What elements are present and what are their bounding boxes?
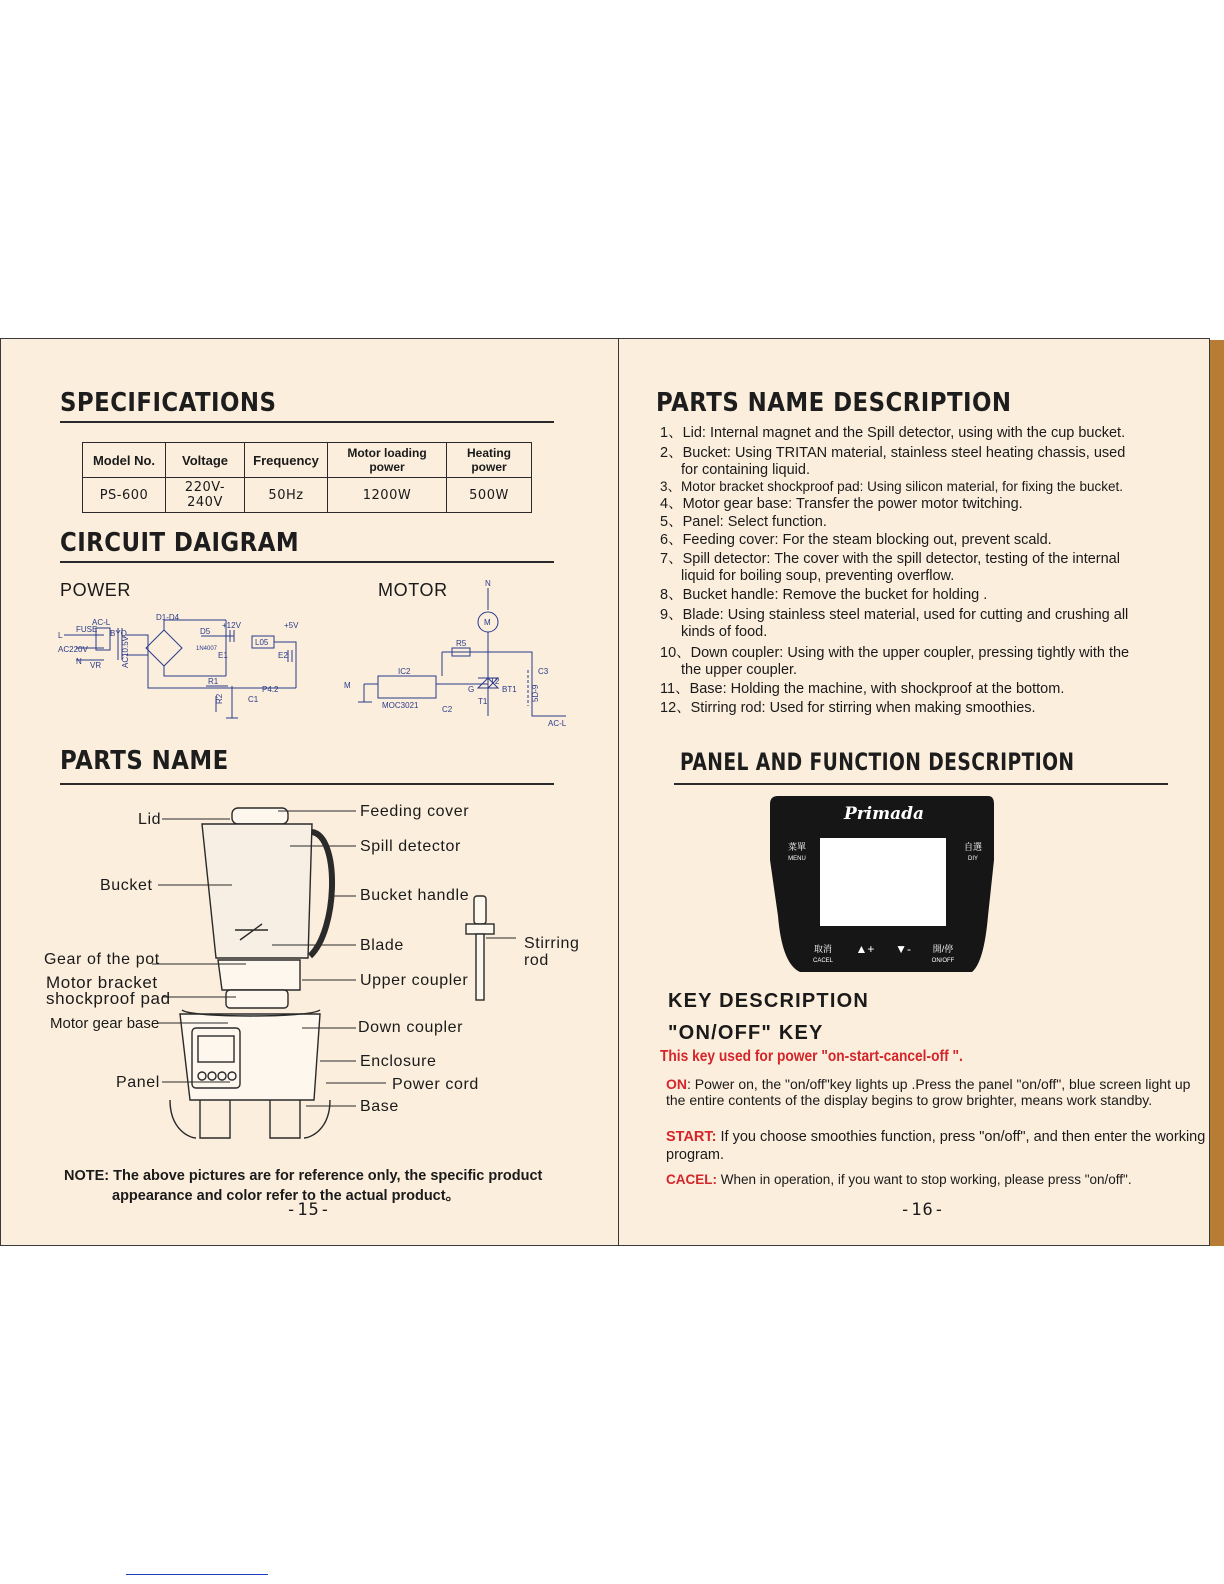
circuit-label: P4.2: [262, 685, 279, 694]
note-prefix: NOTE: [64, 1168, 105, 1184]
parts-desc-item: 7、Spill detector: The cover with the spill detector, testing of the internal liquid for boiling soup, preventing overflow.: [660, 551, 1120, 584]
menu-button-cn: 菜單: [787, 842, 806, 852]
page-edge: [1210, 340, 1224, 1246]
circuit-power-label: POWER: [60, 580, 132, 600]
spec-value: PS-600: [83, 478, 166, 513]
spec-header: Heating power: [447, 443, 532, 478]
parts-desc-item: 10、Down coupler: Using with the upper coupler, pressing tightly with the the upper coupler.: [660, 645, 1130, 678]
circuit-label: BT1: [502, 685, 517, 694]
part-label-upper-coupler: Upper coupler: [360, 972, 469, 989]
onoff-key-title: "ON/OFF" KEY: [668, 1022, 824, 1044]
on-label: ON: [666, 1076, 687, 1092]
circuit-label: AC-L: [548, 719, 567, 728]
circuit-label: +12V: [222, 621, 241, 630]
start-text: If you choose smoothies function, press "on/off", and then enter the working program.: [666, 1129, 1206, 1163]
part-label-gear-of-pot: Gear of the pot: [44, 951, 160, 968]
circuit-label: C3: [538, 667, 549, 676]
circuit-label: AC220V: [58, 645, 88, 654]
on-description: [666, 1076, 1206, 1108]
motor-circuit-diagram: [342, 580, 578, 730]
up-plus-button[interactable]: ▲+: [855, 942, 875, 956]
circuit-label: L: [58, 631, 63, 640]
parts-desc-item: 3、Motor bracket shockproof pad: Using silicon material, for fixing the bucket.: [660, 479, 1123, 494]
circuit-label: VR: [90, 661, 102, 670]
circuit-motor-label: MOTOR: [378, 580, 448, 600]
down-minus-button[interactable]: ▼-: [895, 942, 911, 956]
cancel-button[interactable]: [808, 944, 838, 966]
parts-desc-item: 11、Base: Holding the machine, with shockproof at the bottom.: [660, 681, 1065, 697]
start-label: START:: [666, 1129, 717, 1145]
page-number-left: -15-: [286, 1200, 331, 1220]
spec-header: Motor loading power: [328, 443, 447, 478]
parts-name-title: PARTS NAME: [60, 746, 229, 776]
part-label-down-coupler: Down coupler: [358, 1019, 464, 1036]
diy-button[interactable]: [958, 842, 988, 864]
circuit-label: D5: [200, 627, 211, 636]
circuit-label: N: [76, 657, 82, 666]
circuit-label: L05: [255, 638, 269, 647]
circuit-label: C2: [442, 705, 453, 714]
circuit-label: D1-D4: [156, 613, 180, 622]
title-rule: [60, 561, 554, 563]
part-label-bucket-handle: Bucket handle: [360, 887, 470, 904]
note-line1: : The above pictures are for reference only, the specific product: [104, 1168, 543, 1184]
panel-brand-logo: Primada: [843, 804, 925, 824]
cacel-text: When in operation, if you want to stop working, please press "on/off".: [717, 1172, 1132, 1187]
part-label-base: Base: [360, 1098, 399, 1115]
circuit-label: MOC3021: [382, 701, 419, 710]
part-label-power-cord: Power cord: [392, 1076, 479, 1093]
parts-desc-item: 5、Panel: Select function.: [660, 514, 827, 530]
spec-value: 500W: [447, 478, 532, 513]
circuit-label: AC-L: [92, 618, 111, 627]
circuit-label: M: [344, 681, 351, 690]
part-label-lid: Lid: [138, 811, 162, 828]
circuit-label: +5V: [284, 621, 299, 630]
circuit-label: N: [485, 580, 491, 588]
page-spine: [618, 338, 619, 1246]
circuit-label: IC2: [398, 667, 411, 676]
spec-header: Frequency: [245, 443, 328, 478]
circuit-label: T2: [490, 677, 500, 686]
circuit-label: R2: [215, 693, 224, 704]
onoff-button-cn: 開/停: [932, 944, 954, 954]
key-desc-title: KEY DESCRIPTION: [668, 990, 869, 1012]
note-line2: appearance and color refer to the actual product。: [112, 1188, 461, 1204]
circuit-label: G: [468, 685, 475, 694]
spec-value: 50Hz: [245, 478, 328, 513]
cancel-button-en: CACEL: [812, 958, 833, 964]
part-label-panel: Panel: [116, 1074, 160, 1091]
specifications-title: SPECIFICATIONS: [60, 388, 277, 418]
parts-desc-item: 6、Feeding cover: For the steam blocking out, prevent scald.: [660, 532, 1052, 548]
circuit-label: R5: [456, 639, 467, 648]
circuit-label: M: [484, 618, 491, 627]
spec-header-row: [83, 443, 532, 478]
parts-desc-item: 1、Lid: Internal magnet and the Spill detector, using with the cup bucket.: [660, 425, 1126, 441]
on-text: : Power on, the "on/off"key lights up .Press the panel "on/off", blue screen light up the entire contents of the display begins to grow brighter, means work standby.: [666, 1076, 1191, 1108]
title-rule: [674, 783, 1168, 785]
spec-header: Model No.: [83, 443, 166, 478]
onoff-key-red-note: This key used for power "on-start-cancel-off ".: [660, 1048, 963, 1065]
cancel-button-cn: 取消: [813, 944, 832, 954]
circuit-label: 5D-9: [531, 684, 540, 702]
power-circuit-diagram: [56, 600, 306, 726]
bottom-link-underline: [126, 1574, 268, 1575]
title-rule: [60, 421, 554, 423]
parts-desc-title: PARTS NAME DESCRIPTION: [656, 388, 1012, 418]
parts-desc-item: 8、Bucket handle: Remove the bucket for holding .: [660, 587, 988, 603]
stirring-rod-line2: rod: [524, 952, 549, 969]
menu-button[interactable]: [782, 842, 812, 864]
parts-desc-item: 4、Motor gear base: Transfer the power motor twitching.: [660, 496, 1023, 512]
spec-table: [82, 442, 532, 513]
part-label-shockproof-pad: shockproof pad: [46, 989, 171, 1008]
page-number-right: -16-: [900, 1200, 945, 1220]
circuit-label: E2: [278, 651, 288, 660]
panel-title: PANEL AND FUNCTION DESCRIPTION: [680, 748, 1075, 776]
circuit-label: E1: [218, 651, 228, 660]
circuit-label: 1N4007: [196, 646, 218, 652]
menu-button-en: MENU: [788, 856, 806, 862]
part-label-bucket: Bucket: [100, 877, 153, 894]
parts-desc-item: 9、Blade: Using stainless steel material, used for cutting and crushing all kinds of food.: [660, 607, 1129, 640]
part-label-stirring-rod: [524, 935, 579, 969]
circuit-label: T1: [478, 697, 488, 706]
circuit-label: BYQ: [110, 629, 127, 638]
spec-value: 1200W: [328, 478, 447, 513]
part-label-motor-bracket: Motor bracket: [46, 973, 158, 992]
title-rule: [60, 783, 554, 785]
circuit-label: AC10.5V: [121, 635, 130, 668]
cacel-label: CACEL:: [666, 1172, 717, 1187]
spec-value: 220V-240V: [166, 478, 245, 513]
circuit-label: FUSE: [76, 625, 98, 634]
onoff-button[interactable]: [928, 944, 958, 966]
part-label-spill-detector: Spill detector: [360, 838, 461, 855]
circuit-label: R1: [208, 677, 219, 686]
part-label-blade: Blade: [360, 937, 404, 954]
stirring-rod-line1: Stirring: [524, 935, 580, 952]
parts-desc-item: 12、Stirring rod: Used for stirring when making smoothies.: [660, 700, 1036, 716]
part-label-motor-gear-base: Motor gear base: [50, 1015, 160, 1032]
onoff-button-en: ON/OFF: [931, 958, 955, 964]
circuit-label: C1: [248, 695, 259, 704]
diy-button-cn: 自選: [963, 842, 982, 852]
circuit-title: CIRCUIT DAIGRAM: [60, 528, 300, 558]
diy-button-en: DIY: [967, 856, 978, 862]
part-label-feeding-cover: Feeding cover: [360, 803, 470, 820]
part-label-enclosure: Enclosure: [360, 1053, 437, 1070]
spec-header: Voltage: [166, 443, 245, 478]
parts-desc-item: 2、Bucket: Using TRITAN material, stainless steel heating chassis, used for containing liquid.: [660, 445, 1126, 478]
start-description: [666, 1128, 1206, 1164]
cacel-description: [666, 1172, 1206, 1188]
spec-value-row: [83, 478, 532, 513]
